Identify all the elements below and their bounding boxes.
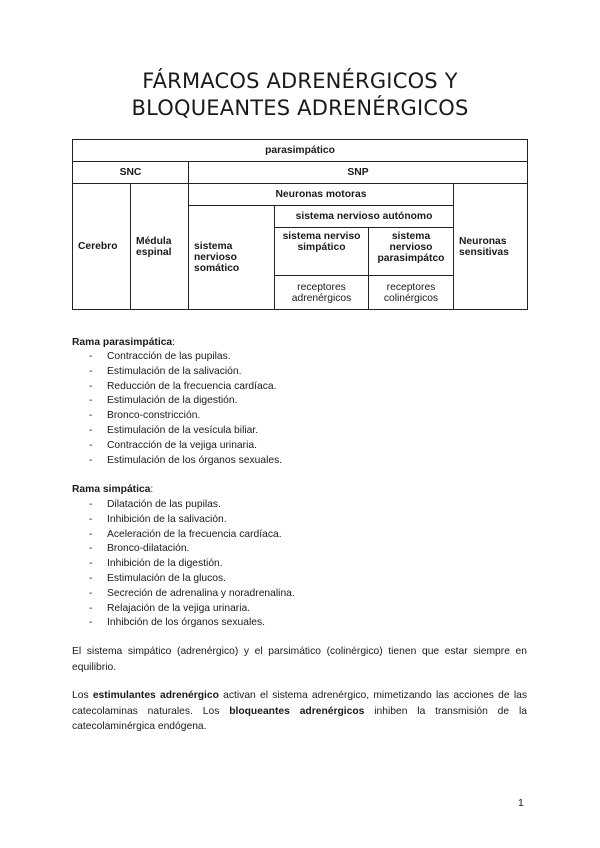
- section-title-parasimpatica: [72, 337, 175, 348]
- cell-cerebro: Cerebro: [73, 184, 131, 310]
- cell-sistema-autonomo: sistema nervioso autónomo: [275, 206, 454, 228]
- cell-parasimpatico: parasimpático: [73, 140, 528, 162]
- simpatica-list: [72, 498, 295, 631]
- list-item: - Estimulación de la glucos.: [72, 572, 295, 587]
- cell-neuronas-sensitivas: Neuronas sensitivas: [454, 184, 528, 310]
- list-item: - Estimulación de la vesícula biliar.: [72, 424, 282, 439]
- section-title-simpatica-colon: :: [150, 484, 154, 495]
- list-item: - Estimulación de la salivación.: [72, 365, 282, 380]
- cell-neuronas-motoras: Neuronas motoras: [189, 184, 454, 206]
- list-item: - Reducción de la frecuencia cardíaca.: [72, 380, 282, 395]
- cell-snp: SNP: [189, 162, 528, 184]
- list-item: - Estimulación de los órganos sexuales.: [72, 454, 282, 469]
- paragraph2-part2: activan el sistema adrenérgico, mimetizando las acciones de las catecolaminas naturales. Los: [72, 690, 528, 717]
- cell-medula-espinal: Médula espinal: [131, 184, 189, 310]
- title-line-2: BLOQUEANTES ADRENÉRGICOS: [131, 96, 469, 120]
- paragraph-equilibrio: El sistema simpático (adrenérgico) y el parsimático (colinérgico) tienen que estar siempre en equilibrio.: [72, 646, 527, 673]
- list-item: - Estimulación de la digestión.: [72, 394, 282, 409]
- cell-receptores-adrenergicos: receptores adrenérgicos: [275, 276, 369, 310]
- list-item: - Contracción de las pupilas.: [72, 350, 282, 365]
- page-number: 1: [518, 798, 524, 809]
- list-item: - Inhibción de los órganos sexuales.: [72, 616, 295, 631]
- section-title-parasimpatica-text: Rama parasimpática: [72, 337, 173, 348]
- paragraph2-part3: inhiben la transmisión de la catecolaminérgica endógena.: [72, 705, 527, 733]
- paragraph-estimulantes: [72, 688, 527, 735]
- section-title-simpatica: [72, 484, 153, 495]
- section-title-simpatica-text: Rama simpática: [72, 484, 151, 495]
- section-title-parasimpatica-colon: :: [172, 337, 176, 348]
- list-item: - Inhibición de la salivación.: [72, 513, 295, 528]
- list-item: - Contracción de la vejiga urinaria.: [72, 439, 282, 454]
- paragraph2-part1: Los: [72, 690, 93, 701]
- parasimpatica-list: [72, 350, 282, 468]
- cell-receptores-colinergicos: receptores colinérgicos: [369, 276, 454, 310]
- list-item: - Relajación de la vejiga urinaria.: [72, 602, 295, 617]
- page-title: [0, 68, 600, 122]
- list-item: - Inhibición de la digestión.: [72, 557, 295, 572]
- cell-sistema-parasimpatico: sistema nervioso parasimpátco: [369, 228, 454, 276]
- paragraph2-bold1: estimulantes adrenérgico: [92, 690, 219, 701]
- list-item: - Secreción de adrenalina y noradrenalina.: [72, 587, 295, 602]
- list-item: - Bronco-dilatación.: [72, 542, 295, 557]
- cell-sistema-somatico: sistema nervioso somático: [189, 206, 275, 310]
- cell-sistema-simpatico: sistema nerviso simpático: [275, 228, 369, 276]
- title-line-1: FÁRMACOS ADRENÉRGICOS Y: [142, 69, 458, 93]
- list-item: - Aceleración de la frecuencia cardíaca.: [72, 528, 295, 543]
- cell-snc: SNC: [73, 162, 189, 184]
- nervous-system-table: [72, 139, 528, 310]
- paragraph2-bold2: bloqueantes adrenérgicos: [229, 705, 365, 717]
- list-item: - Dilatación de las pupilas.: [72, 498, 295, 513]
- list-item: - Bronco-constricción.: [72, 409, 282, 424]
